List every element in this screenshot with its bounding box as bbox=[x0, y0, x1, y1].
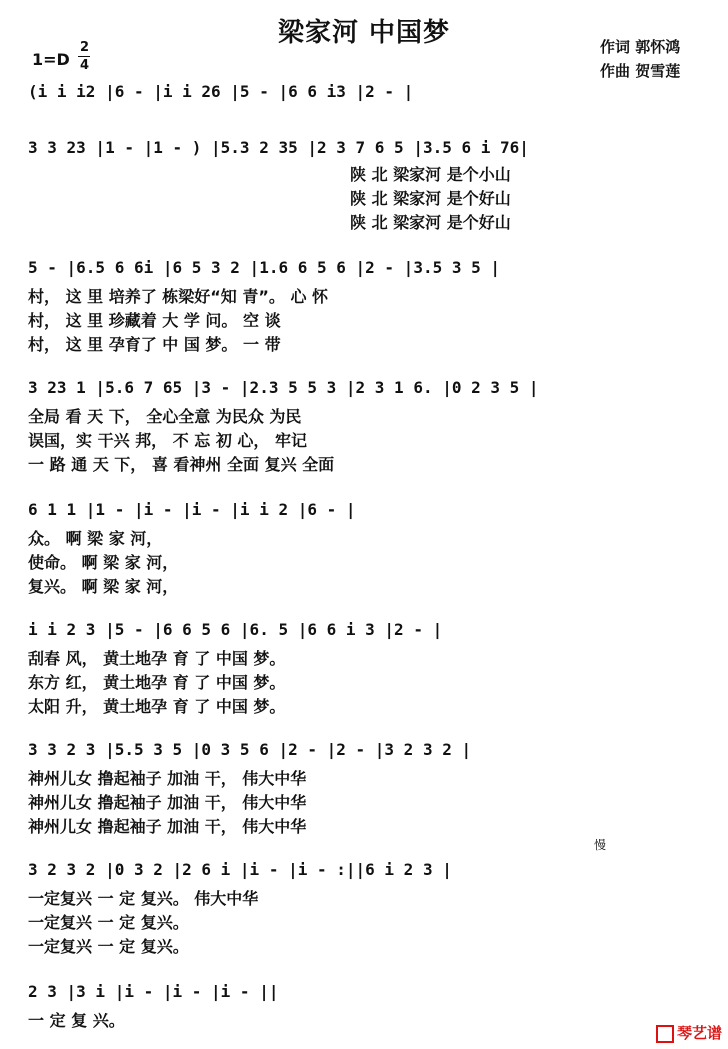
composer-credit: 作曲 贺雪莲 bbox=[600, 62, 681, 80]
lyric-line: 使命。 啊 梁 家 河， bbox=[28, 553, 179, 572]
lyric-line: 复兴。 啊 梁 家 河， bbox=[28, 577, 179, 596]
lyricist-credit: 作词 郭怀鸿 bbox=[600, 38, 681, 56]
lyric-line: 众。 啊 梁 家 河， bbox=[28, 529, 163, 548]
time-sig-top: 2 bbox=[80, 40, 90, 55]
lyric-line: 一定复兴 一 定 复兴。 bbox=[28, 913, 189, 932]
notation-line: 6 1 1 |1 - |i - |i - |i i 2 |6 - | bbox=[28, 500, 356, 519]
lyric-line: 村， 这 里 孕育了 中 国 梦。 一 带 bbox=[28, 335, 281, 354]
time-sig-line bbox=[78, 56, 90, 57]
lyric-line: 神州儿女 撸起袖子 加油 干， 伟大中华 bbox=[28, 793, 307, 812]
lyric-line: 误国，实 干兴 邦， 不 忘 初 心， 牢记 bbox=[28, 431, 307, 450]
notation-line: (i i i2 |6 - |i i 26 |5 - |6 6 i3 |2 - | bbox=[28, 82, 414, 101]
logo-icon bbox=[656, 1025, 674, 1043]
lyric-line: 一定复兴 一 定 复兴。 bbox=[28, 937, 189, 956]
watermark-logo bbox=[656, 1022, 722, 1043]
notation-line: 3 23 1 |5.6 7 65 |3 - |2.3 5 5 3 |2 3 1 6. |0 2 3 5 | bbox=[28, 378, 539, 397]
lyric-line: 神州儿女 撸起袖子 加油 干， 伟大中华 bbox=[28, 769, 307, 788]
lyric-line: 刮春 风， 黄土地孕 育 了 中国 梦。 bbox=[28, 649, 286, 668]
page-title: 梁家河 中国梦 bbox=[277, 18, 451, 48]
lyric-line: 太阳 升， 黄土地孕 育 了 中国 梦。 bbox=[28, 697, 286, 716]
lyric-line: 一 路 通 天 下， 喜 看神州 全面 复兴 全面 bbox=[28, 455, 335, 474]
lyric-line: 村， 这 里 珍藏着 大 学 问。 空 谈 bbox=[28, 311, 281, 330]
notation-line: 3 3 23 |1 - |1 - ) |5.3 2 35 |2 3 7 6 5 |3.5 6 i 76| bbox=[28, 138, 529, 157]
notation-line: i i 2 3 |5 - |6 6 5 6 |6. 5 |6 6 i 3 |2 - | bbox=[28, 620, 443, 639]
lyric-line: 全局 看 天 下， 全心全意 为民众 为民 bbox=[28, 407, 302, 426]
time-sig-bottom: 4 bbox=[80, 58, 90, 73]
lyric-line: 一定复兴 一 定 复兴。 伟大中华 bbox=[28, 889, 259, 908]
lyric-line: 东方 红， 黄土地孕 育 了 中国 梦。 bbox=[28, 673, 286, 692]
watermark-text: 琴艺谱 bbox=[676, 1024, 722, 1042]
lyric-line: 神州儿女 撸起袖子 加油 干， 伟大中华 bbox=[28, 817, 307, 836]
lyric-line: 村， 这 里 培养了 栋梁好“知 青”。 心 怀 bbox=[28, 287, 329, 306]
notation-line: 3 3 2 3 |5.5 3 5 |0 3 5 6 |2 - |2 - |3 2 3 2 | bbox=[28, 740, 472, 759]
key-signature: 1=D bbox=[32, 50, 70, 69]
lyric-line: 陕 北 梁家河 是个好山 bbox=[350, 189, 511, 208]
notation-line: 3 2 3 2 |0 3 2 |2 6 i |i - |i - :||6 i 2 3 | bbox=[28, 860, 452, 879]
notation-line: 2 3 |3 i |i - |i - |i - || bbox=[28, 982, 279, 1001]
tempo-mark: 慢 bbox=[594, 838, 607, 852]
lyric-line: 一 定 复 兴。 bbox=[28, 1011, 125, 1030]
lyric-line: 陕 北 梁家河 是个小山 bbox=[350, 165, 511, 184]
notation-line: 5 - |6.5 6 6i |6 5 3 2 |1.6 6 5 6 |2 - |3.5 3 5 | bbox=[28, 258, 501, 277]
lyric-line: 陕 北 梁家河 是个好山 bbox=[350, 213, 511, 232]
